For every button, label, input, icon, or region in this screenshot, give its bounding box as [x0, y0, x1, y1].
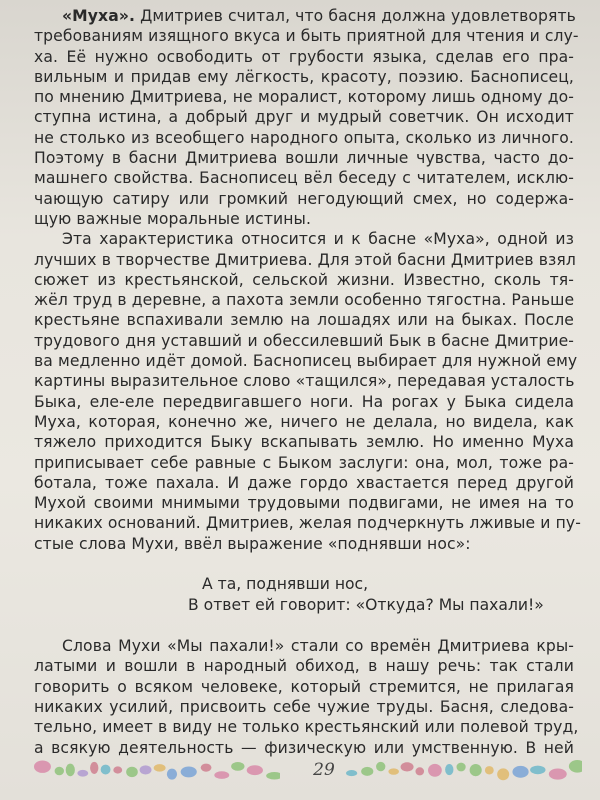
decorative-dot	[101, 765, 111, 775]
text-line: требованиям изящного вкуса и быть приятной для чтения и слу-	[34, 27, 579, 46]
text-line: трудового дня уставший и обессилевший Бык в басне Дмитрие-	[34, 331, 574, 350]
text-line: Быка, еле-еле передвигавшего ноги. На рогах у Быка сидела	[34, 392, 574, 411]
decorative-dot	[247, 765, 263, 775]
decorative-dot	[90, 762, 98, 774]
decorative-dot	[530, 766, 545, 775]
paragraph-3	[34, 636, 579, 758]
text-line: Слова Мухи «Мы пахали!» стали со времён Дмитриева кры-	[62, 637, 574, 656]
decorative-dot	[470, 764, 482, 776]
decorative-dot	[231, 762, 244, 771]
text-line: Поэтому в басни Дмитриева вошли личные чувства, часто до-	[34, 149, 574, 168]
text-line: Мухой своими мнимыми трудовыми подвигами, не имея на то	[34, 494, 574, 513]
decorative-dot	[388, 768, 398, 774]
decorative-dot	[401, 762, 414, 771]
decorative-dot	[485, 766, 494, 774]
page-number: 29	[313, 760, 335, 780]
text-line: ботала, тоже пахала. И даже гордо хвастается перед другой	[34, 473, 574, 492]
decorative-dot	[346, 770, 357, 776]
decorative-dots-right	[342, 758, 582, 784]
decorative-dot	[77, 770, 88, 777]
spacer	[34, 554, 574, 574]
text-line: латыми и вошли в народный обиход, в нашу речь: так стали	[34, 657, 574, 676]
decorative-dot	[167, 769, 177, 780]
text-line: приписывает себе равные с Быком заслуги: она, мол, тоже ра-	[34, 453, 574, 472]
decorative-dot	[445, 764, 453, 775]
decorative-dot	[154, 764, 166, 771]
text-line: лучших в творчестве Дмитриева. Для этой басни Дмитриев взял	[34, 250, 576, 269]
decorative-dot	[549, 769, 567, 780]
decorative-dot	[512, 766, 528, 778]
text-line: Муха, которая, конечно же, ничего не делала, но видела, как	[34, 412, 574, 431]
decorative-dot	[415, 767, 424, 775]
decorative-dot	[66, 764, 75, 777]
verse-quote	[34, 574, 574, 616]
decorative-dot	[266, 772, 280, 780]
text-line: никаких усилий, присвоить себе чужие труды. Басня, следова-	[34, 697, 574, 716]
decorative-dot	[456, 763, 465, 772]
text-line: крестьяне вспахивали землю на лошадях или на быках. После	[34, 311, 574, 330]
decorative-dot	[361, 767, 373, 776]
text-line: стые слова Мухи, ввёл выражение «поднявши нос»:	[34, 534, 471, 553]
decorative-dot	[569, 760, 582, 773]
decorative-dot	[126, 767, 138, 777]
text-line: ва медленно идёт домой. Баснописец выбирает для нужной ему	[34, 352, 578, 371]
text-line: щую важные моральные истины.	[34, 209, 312, 228]
decorative-dot	[113, 766, 122, 773]
bold-lead: «Муха».	[62, 7, 136, 25]
paragraph-2	[34, 229, 581, 554]
decorative-dot	[497, 768, 509, 780]
text-line: «Муха». Дмитриев считал, что басня должна удовлетворять	[62, 7, 576, 25]
text-line: не столько из всеобщего народного опыта, сколько из личного.	[34, 128, 574, 147]
decorative-dots-left	[30, 758, 280, 784]
text-line: вильным и придав ему лёгкость, красоту, поэзию. Баснописец,	[34, 67, 574, 86]
text-line: картины выразительное слово «тащился», передавая усталость	[34, 372, 575, 391]
decorative-dot	[376, 762, 385, 771]
text-line: Эта характеристика относится и к басне «Муха», одной из	[62, 230, 574, 249]
paragraph-1	[34, 6, 579, 229]
text-line: а всякую деятельность — физическую или умственную. В ней	[34, 738, 574, 757]
decorative-dot	[34, 760, 51, 772]
verse-line: В ответ ей говорит: «Откуда? Мы пахали!»	[188, 596, 544, 615]
text-line: машнего свойства. Баснописец вёл беседу с читателем, исклю-	[34, 169, 574, 188]
decorative-dot	[181, 766, 197, 777]
text-line: чающую сатиру или громкий негодующий смех, но содержа-	[34, 189, 574, 208]
text-line: ха. Её нужно освободить от грубости языка, сделав его пра-	[34, 47, 574, 66]
spacer	[34, 616, 574, 636]
page-footer	[30, 758, 580, 784]
decorative-dot	[55, 767, 64, 776]
text-line: тяжело приходится Быку вскапывать землю. Но именно Муха	[34, 433, 574, 452]
decorative-dot	[201, 764, 212, 772]
verse-line: А та, поднявши нос,	[202, 575, 369, 594]
text-line: никаких оснований. Дмитриев, желая подчеркнуть лживые и пу-	[34, 514, 581, 533]
decorative-dot	[214, 771, 229, 779]
text-line: тельно, имеет в виду не только крестьянский или полевой труд,	[34, 718, 579, 737]
text-line: жёл труд в деревне, а пахота земли особенно тягостна. Раньше	[34, 291, 575, 310]
text-line: ступна истина, а добрый друг и мудрый советчик. Он исходит	[34, 108, 574, 127]
decorative-dot	[140, 765, 152, 774]
text-line: по мнению Дмитриева, не моралист, которому лишь одному до-	[34, 88, 574, 107]
text-line: говорить о всяком человеке, который стремится, не прилагая	[34, 677, 574, 696]
text-line: сюжет из крестьянской, сельской жизни. Известно, сколь тя-	[34, 270, 574, 289]
decorative-dot	[428, 764, 442, 777]
